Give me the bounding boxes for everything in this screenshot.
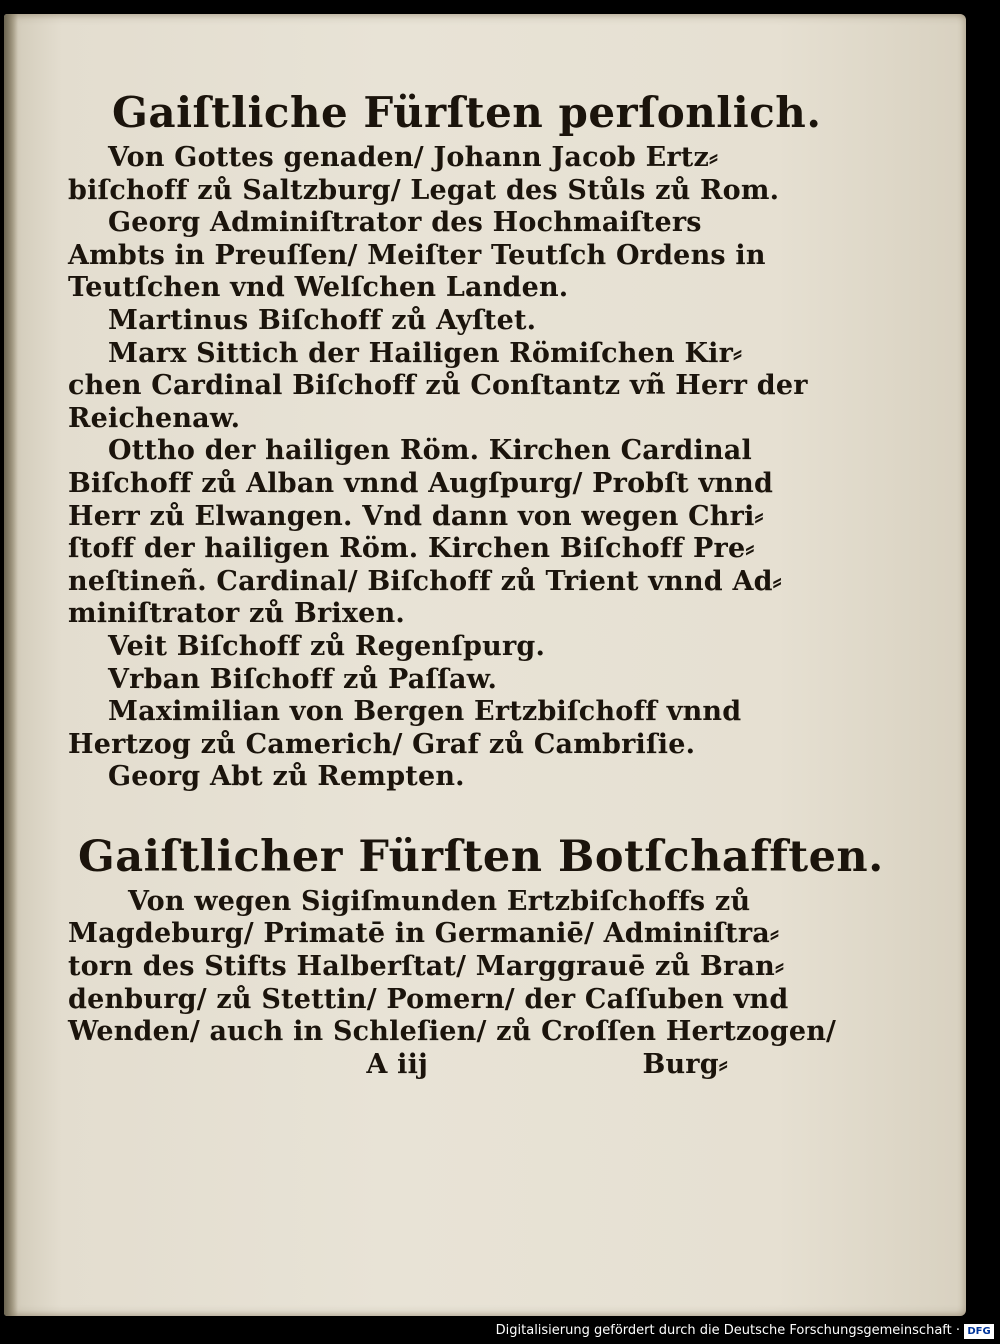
catchword: Burg⸗ [642, 1048, 728, 1080]
funding-credit: Digitalisierung gefördert durch die Deutsche Forschungsgemeinschaft · [495, 1323, 960, 1338]
text-line: Von wegen Sigiſmunden Ertzbiſchoffs zů [128, 885, 751, 917]
text-line: biſchoff zů Saltzburg/ Legat des Stůls zů Rom. [68, 174, 780, 206]
text-line: Von Gottes genaden/ Johann Jacob Ertz⸗ [108, 142, 719, 173]
text-line: denburg/ zů Stettin/ Pomern/ der Caſſuben vnd [68, 983, 789, 1015]
heading-gaistliche-fuersten: Gaiſtliche Fürſten perſonlich. [112, 88, 822, 137]
text-line: Herr zů Elwangen. Vnd dann von wegen Chri⸗ [68, 500, 764, 532]
text-line: neſtineñ. Cardinal/ Biſchoff zů Trient vnnd Ad⸗ [68, 565, 782, 597]
text-line: Veit Biſchoff zů Regenſpurg. [108, 630, 546, 662]
page-foot-line [68, 1049, 748, 1082]
heading-botschafften: Gaiſtlicher Fürſten Botſchafften. [78, 831, 884, 882]
page-gutter [4, 14, 18, 1316]
viewer-footer [0, 1316, 1000, 1344]
book-page [4, 14, 966, 1316]
text-line: Ambts in Preuſſen/ Meiſter Teutſch Ordens in [68, 239, 766, 271]
signature-mark: A iij [366, 1048, 428, 1080]
text-line: Martinus Biſchoff zů Ayſtet. [108, 304, 537, 336]
text-line: ſtoff der hailigen Röm. Kirchen Biſchoff Pre⸗ [68, 533, 755, 565]
text-line: Wenden/ auch in Schleſien/ zů Croſſen Hertzogen/ [68, 1016, 837, 1048]
text-line: Georg Abt zů Rempten. [108, 761, 465, 793]
text-line: Hertzog zů Camerich/ Graf zů Cambriſie. [68, 728, 696, 760]
page-text-block [68, 84, 884, 1081]
text-line: Magdeburg/ Primatē in Germaniē/ Adminiſtra⸗ [68, 918, 780, 950]
dfg-logo: DFG [964, 1324, 994, 1339]
text-line: Vrban Biſchoff zů Paſſaw. [108, 663, 498, 695]
text-line: Biſchoff zů Alban vnnd Augſpurg/ Probſt vnnd [68, 467, 774, 499]
text-line: Maximilian von Bergen Ertzbiſchoff vnnd [108, 696, 742, 728]
text-line: Teutſchen vnd Welſchen Landen. [68, 272, 569, 304]
text-line: Ottho der hailigen Röm. Kirchen Cardinal [108, 435, 752, 467]
text-line: Reichenaw. [68, 402, 241, 434]
text-line: Marx Sittich der Hailigen Römiſchen Kir⸗ [108, 337, 743, 369]
text-line: Georg Adminiſtrator des Hochmaiſters [108, 207, 702, 239]
text-line: miniſtrator zů Brixen. [68, 598, 405, 630]
text-line: chen Cardinal Biſchoff zů Conſtantz vñ Herr der [68, 370, 808, 402]
text-line: torn des Stifts Halberſtat/ Marggrauē zů Bran⸗ [68, 951, 785, 983]
